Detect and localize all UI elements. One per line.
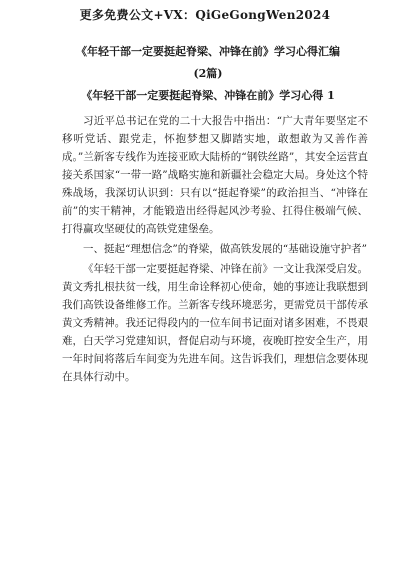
subheading: 一、挺起“理想信念”的脊梁，做高铁发展的“基础设施守护者” bbox=[83, 243, 367, 255]
document-title: 《年轻干部一定要挺起脊梁、冲锋在前》学习心得汇编 bbox=[76, 45, 340, 58]
body-text bbox=[62, 112, 368, 388]
promo-header: 更多免费公文+VX：QiGeGongWen2024 bbox=[79, 8, 331, 22]
paragraph: 习近平总书记在党的二十大报告中指出：“广大青年要坚定不移听党话、跟党走，怀抱梦想又脚踏实地，敢想敢为又善作善成。”兰新客专线作为连接亚欧大陆桥的“钢铁丝路”，其安全运营直接关系国家“一带一路”战略实施和新疆社会稳定大局。身处这个特殊战场，我深切认识到：只有以“挺起脊梁”的政治担当、“冲锋在前”的实干精神，才能锻造出经得起风沙考验、扛得住极端气候、打得赢攻坚硬仗的高铁党建堡垒。 bbox=[62, 115, 368, 235]
section-title: 《年轻干部一定要挺起脊梁、冲锋在前》学习心得 1 bbox=[81, 89, 335, 102]
document-count: (2篇) bbox=[193, 67, 223, 80]
paragraph: 《年轻干部一定要挺起脊梁、冲锋在前》一文让我深受启发。黄文秀扎根扶贫一线，用生命诠释初心使命，她的事迹让我联想到我们高铁设备维修工作。兰新客专线环境恶劣，更需党员干部传承黄文秀精神。我还记得段内的一位车间书记面对诸多困难，不畏艰难，白天学习党建知识，督促启动与环境，夜晚盯控安全生产，用一年时间将落后车间变为先进车间。这告诉我们，理想信念要体现在具体行动中。 bbox=[62, 263, 368, 383]
